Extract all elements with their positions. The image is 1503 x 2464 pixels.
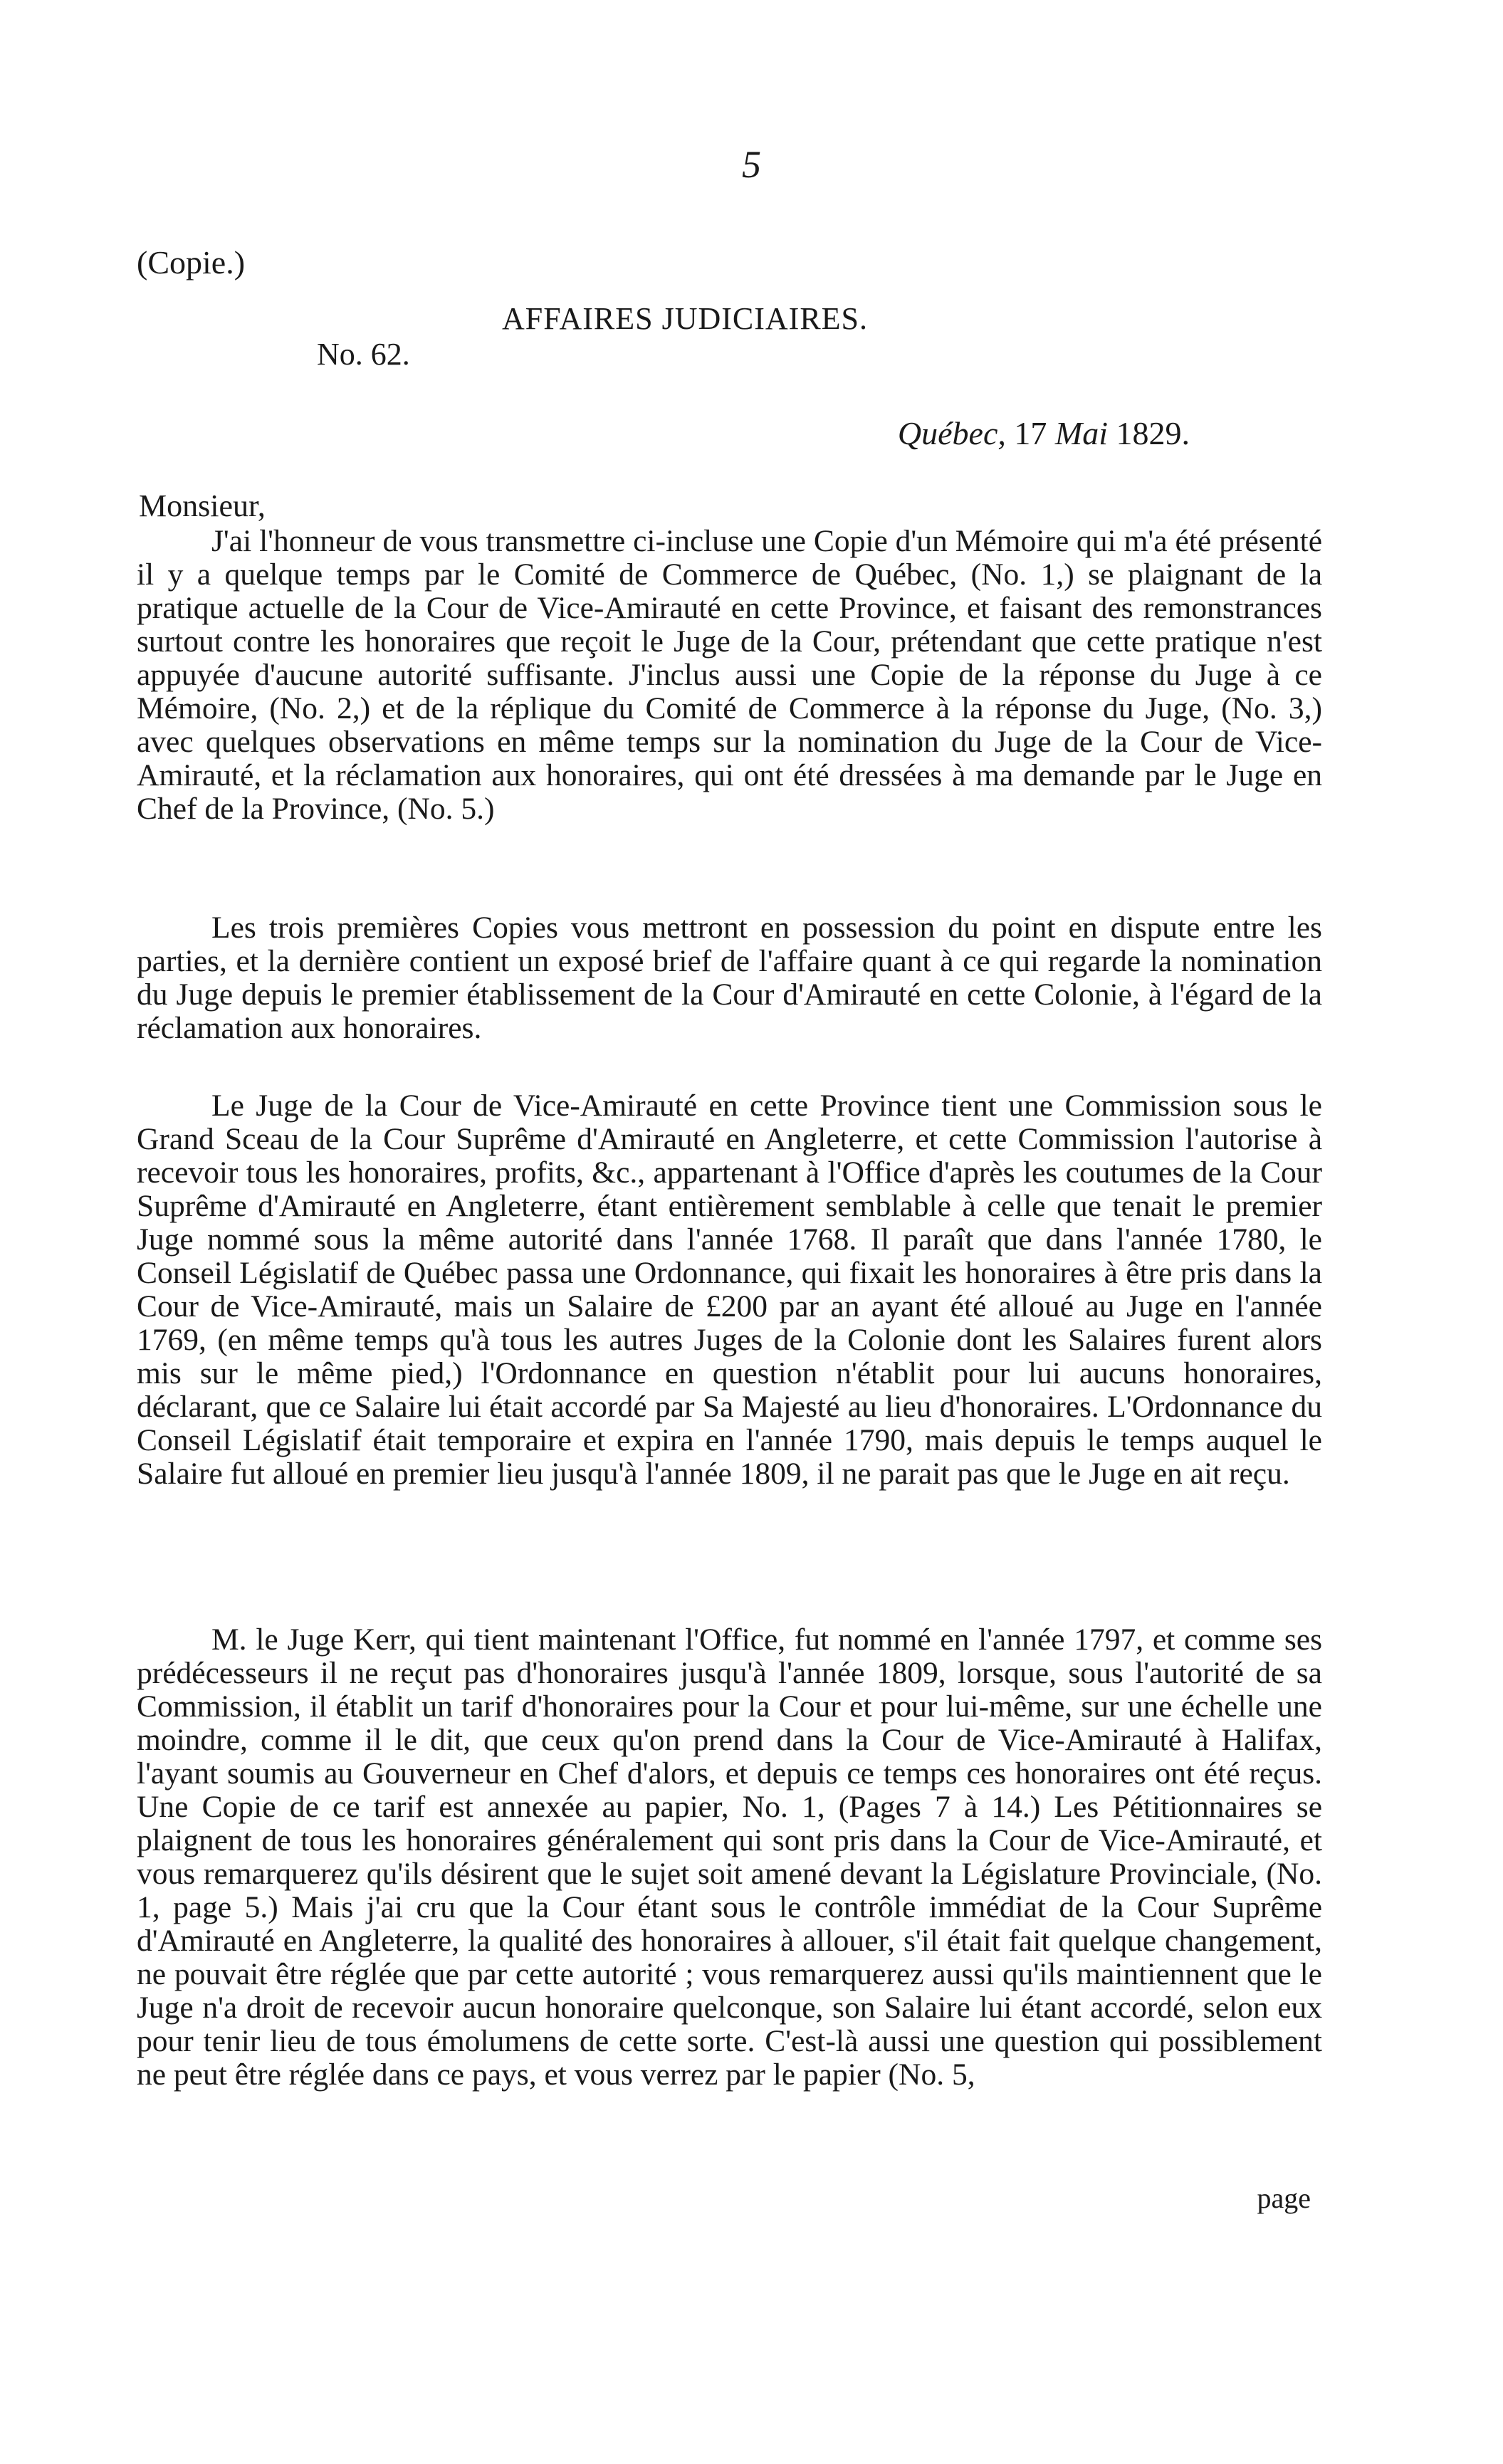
dateline-year: 1829. bbox=[1116, 415, 1190, 451]
copie-label: (Copie.) bbox=[137, 244, 246, 281]
paragraph-text: M. le Juge Kerr, qui tient maintenant l'Office, fut nommé en l'année 1797, et comme ses prédécesseurs il ne reçut pas d'honoraires jusqu'à l'année 1809, lorsque, sous l'autorité de sa Commission, il établit un tarif d'honoraires pour la Cour et pour lui-même, sur une échelle une moindre, comme il le dit, que ceux qu'on prend dans la Cour de Vice-Amirauté à Halifax, l'ayant soumis au Gouverneur en Chef d'alors, et depuis ce temps ces honoraires ont été reçus. Une Copie de ce tarif est annexée au papier, No. 1, (Pages 7 à 14.) Les Pétitionnaires se plaignent de tous les honoraires généralement qui sont pris dans la Cour de Vice-Amirauté, et vous remarquerez qu'ils désirent que le sujet soit amené devant la Législature Provinciale, (No. 1, page 5.) Mais j'ai cru que la Cour étant sous le contrôle immédiat de la Cour Suprême d'Amirauté en Angleterre, la qualité des honoraires à allouer, s'il était fait quelque changement, ne pouvait être réglée que par cette autorité ; vous remarquerez aussi qu'ils maintiennent que le Juge n'a droit de recevoir aucun honoraire quelconque, son Salaire lui étant accordé, selon eux pour tenir lieu de tous émolumens de cette sorte. C'est-là aussi une question qui possiblement ne peut être réglée dans ce pays, et vous verrez par le papier (No. 5, bbox=[137, 1622, 1322, 2092]
paragraph-1 bbox=[137, 525, 1322, 826]
dateline-month: Mai bbox=[1054, 415, 1108, 451]
paragraph-4 bbox=[137, 1623, 1322, 2092]
salutation: Monsieur, bbox=[139, 488, 266, 523]
paragraph-text: Le Juge de la Cour de Vice-Amirauté en cette Province tient une Commission sous le Grand Sceau de la Cour Suprême d'Amirauté en Angleterre, et cette Commission l'autorise à recevoir tous les honoraires, profits, &c., appartenant à l'Office d'après les coutumes de la Cour Suprême d'Amirauté en Angleterre, étant entièrement semblable à celle que tenait le premier Juge nommé sous la même autorité dans l'année 1768. Il paraît que dans l'année 1780, le Conseil Législatif de Québec passa une Ordonnance, qui fixait les honoraires à être pris dans la Cour de Vice-Amirauté, mais un Salaire de £200 par an ayant été alloué au Juge en l'année 1769, (en même temps qu'à tous les autres Juges de la Colonie dont les Salaires furent alors mis sur le même pied,) l'Ordonnance en question n'établit pour lui aucuns honoraires, déclarant, que ce Salaire lui était accordé par Sa Majesté au lieu d'honoraires. L'Ordonnance du Conseil Législatif était temporaire et expira en l'année 1790, mais depuis le temps auquel le Salaire fut alloué en premier lieu jusqu'à l'année 1809, il ne parait pas que le Juge en ait reçu. bbox=[137, 1089, 1322, 1491]
page-number: 5 bbox=[742, 143, 761, 186]
catchword: page bbox=[1257, 2182, 1311, 2214]
dateline-place: Québec, bbox=[897, 415, 1006, 451]
dateline bbox=[898, 414, 1190, 452]
dateline-day: 17 bbox=[1014, 415, 1047, 451]
document-title: AFFAIRES JUDICIAIRES. bbox=[502, 301, 869, 336]
paragraph-text: J'ai l'honneur de vous transmettre ci-incluse une Copie d'un Mémoire qui m'a été présenté il y a quelque temps par le Comité de Commerce de Québec, (No. 1,) se plaignant de la pratique actuelle de la Cour de Vice-Amirauté en cette Province, et faisant des remonstrances surtout contre les honoraires que reçoit le Juge de la Cour, prétendant que cette pratique n'est appuyée d'aucune autorité suffisante. J'inclus aussi une Copie de la réponse du Juge à ce Mémoire, (No. 2,) et de la réplique du Comité de Commerce à la réponse du Juge, (No. 3,) avec quelques observations en même temps sur la nomination du Juge de la Cour de Vice-Amirauté, et la réclamation aux honoraires, qui ont été dressées à ma demande par le Juge en Chef de la Province, (No. 5.) bbox=[137, 524, 1322, 826]
paragraph-2 bbox=[137, 911, 1322, 1045]
paragraph-3 bbox=[137, 1089, 1322, 1491]
document-number: No. 62. bbox=[317, 337, 410, 372]
paragraph-text: Les trois premières Copies vous mettront en possession du point en dispute entre les parties, et la dernière contient un exposé brief de l'affaire quant à ce qui regarde la nomination du Juge depuis le premier établissement de la Cour d'Amirauté en cette Colonie, à l'égard de la réclamation aux honoraires. bbox=[137, 911, 1322, 1045]
